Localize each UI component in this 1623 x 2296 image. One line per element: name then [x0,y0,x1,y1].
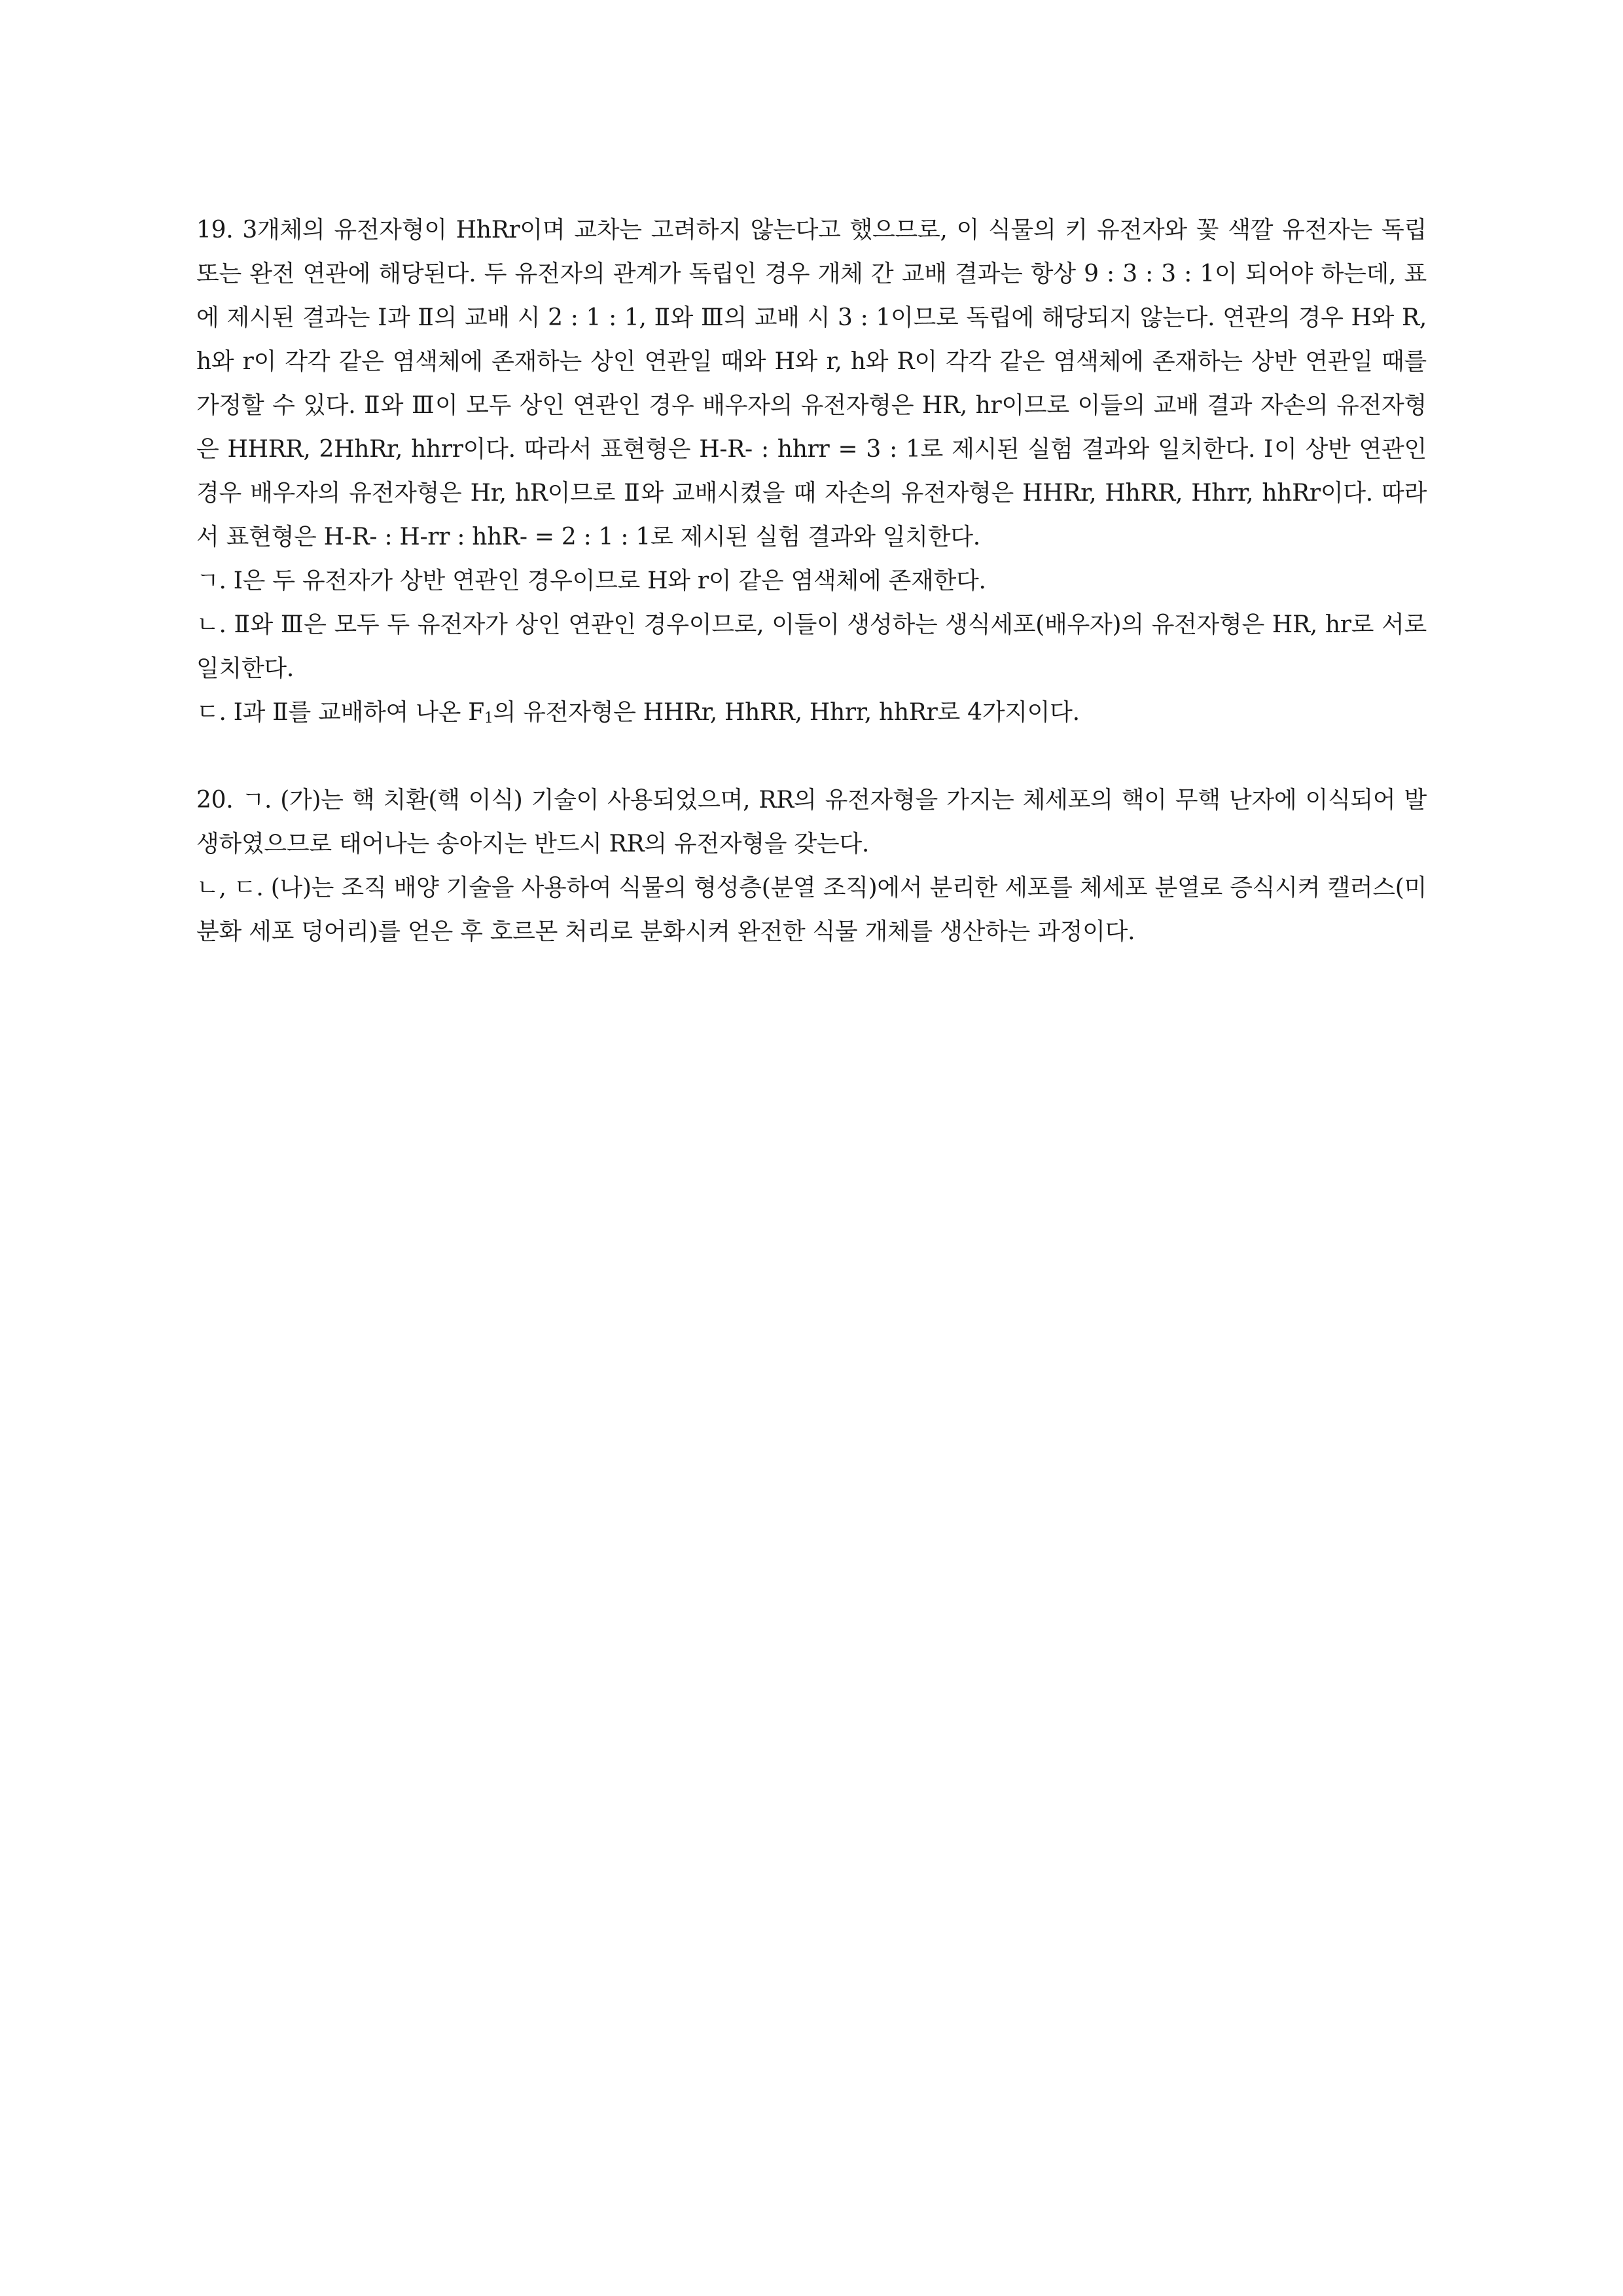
q19-item-c [196,691,1427,734]
q19-item-a: ㄱ. Ⅰ은 두 유전자가 상반 연관인 경우이므로 H와 r이 같은 염색체에 존재한다. [196,567,986,594]
q20-item-bc: ㄴ, ㄷ. (나)는 조직 배양 기술을 사용하여 식물의 형성층(분열 조직)에서 분리한 세포를 체세포 분열로 증식시켜 캘러스(미분화 세포 덩어리)를 얻은 후 호르몬 처리로 분화시켜 완전한 식물 개체를 생산하는 과정이다. [196,874,1427,945]
paragraph-gap [196,734,1427,778]
q20-item-a: 20. ㄱ. (가)는 핵 치환(핵 이식) 기술이 사용되었으며, RR의 유전자형을 가지는 체세포의 핵이 무핵 난자에 이식되어 발생하였으므로 태어나는 송아지는 반드시 RR의 유전자형을 갖는다. [196,787,1427,857]
answer-explanations [196,208,1427,954]
q19-item-b: ㄴ. Ⅱ와 Ⅲ은 모두 두 유전자가 상인 연관인 경우이므로, 이들이 생성하는 생식세포(배우자)의 유전자형은 HR, hr로 서로 일치한다. [196,611,1427,682]
q19-item-c-text-end: 의 유전자형은 HHRr, HhRR, Hhrr, hhRr로 4가지이다. [493,699,1080,726]
q19-item-c-subscript: 1 [484,710,493,726]
q19-item-c-text: ㄷ. Ⅰ과 Ⅱ를 교배하여 나온 F [196,699,484,726]
q19-explanation: 19. 3개체의 유전자형이 HhRr이며 교차는 고려하지 않는다고 했으므로, 이 식물의 키 유전자와 꽃 색깔 유전자는 독립 또는 완전 연관에 해당된다. 두 유전자의 관계가 독립인 경우 개체 간 교배 결과는 항상 9 : 3 : 3 : 1이 되어야 하는데, 표에 제시된 결과는 Ⅰ과 Ⅱ의 교배 시 2 : 1 : 1, Ⅱ와 Ⅲ의 교배 시 3 : 1이므로 독립에 해당되지 않는다. 연관의 경우 H와 R, h와 r이 각각 같은 염색체에 존재하는 상인 연관일 때와 H와 r, h와 R이 각각 같은 염색체에 존재하는 상반 연관일 때를 가정할 수 있다. Ⅱ와 Ⅲ이 모두 상인 연관인 경우 배우자의 유전자형은 HR, hr이므로 이들의 교배 결과 자손의 유전자형은 HHRR, 2HhRr, hhrr이다. 따라서 표현형은 H-R- : hhrr = 3 : 1로 제시된 실험 결과와 일치한다. Ⅰ이 상반 연관인 경우 배우자의 유전자형은 Hr, hR이므로 Ⅱ와 교배시켰을 때 자손의 유전자형은 HHRr, HhRR, Hhrr, hhRr이다. 따라서 표현형은 H-R- : H-rr : hhR- = 2 : 1 : 1로 제시된 실험 결과와 일치한다. [196,217,1427,550]
